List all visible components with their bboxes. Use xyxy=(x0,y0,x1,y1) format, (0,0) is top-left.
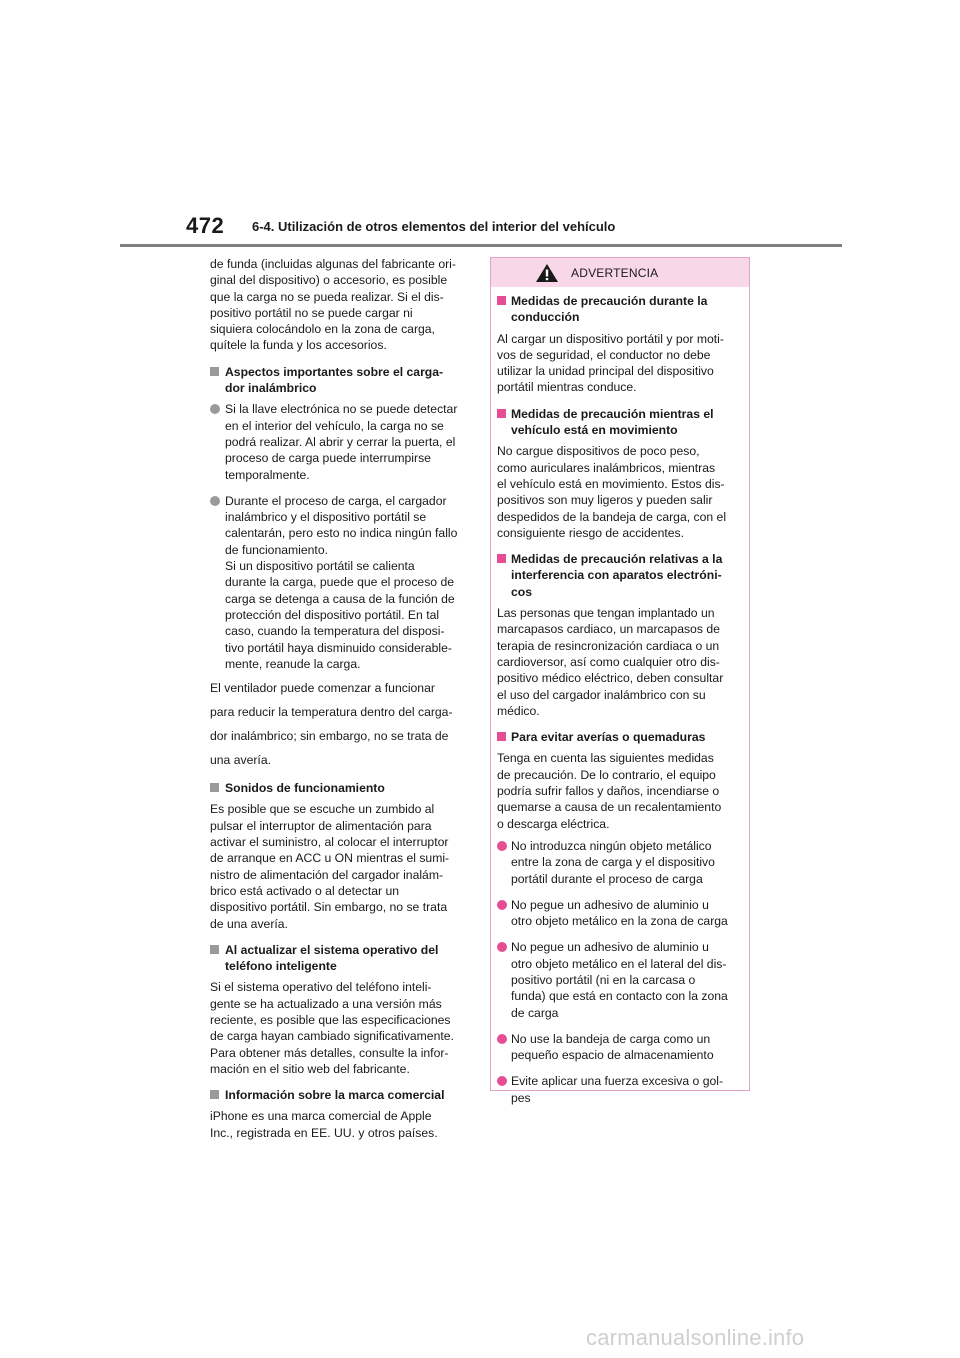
section-trademark xyxy=(210,1087,468,1103)
page-number: 472 xyxy=(186,213,225,238)
list-item-text: No pegue un adhesivo de aluminio u otro objeto metálico en el lateral del dis- positivo portátil (ni en la carcasa o funda) que está en contacto con la zona de carga xyxy=(511,940,728,1020)
section-paragraph: Es posible que se escuche un zumbido al pulsar el interruptor de alimentación para activar el suministro, al colocar el interruptor de arranque en ACC u ON mientras el sumi- nistro de alimentación del cargador inalám- brico está activado o al detectar un dispositivo portátil. Sin embargo, no se trata de una avería. xyxy=(210,802,450,931)
section-paragraph: Si el sistema operativo del teléfono inteli- gente se ha actualizado a una versión más reciente, es posible que las especificaciones de carga hayan cambiado significativamente. Para obtener más detalles, consulte la infor- mación en el sitio web del fabricante. xyxy=(210,980,454,1076)
left-column xyxy=(210,256,468,1151)
section-paragraph: No cargue dispositivos de poco peso, como auriculares inalámbricos, mientras el vehículo está en movimiento. Estos dis- positivos son muy ligeros y pueden salir despedidos de la bandeja de carga, con el consiguiente riesgo de accidentes. xyxy=(497,444,727,540)
list-item xyxy=(210,401,468,482)
section-paragraph: Tenga en cuenta las siguientes medidas de precaución. De lo contrario, el equipo podría sufrir fallos y daños, incendiarse o quemarse a causa de un recalentamiento o descarga eléctrica. xyxy=(497,751,722,831)
section-title: Medidas de precaución mientras el vehículo está en movimiento xyxy=(511,406,714,438)
warning-section-driving xyxy=(497,293,743,326)
section-title: Medidas de precaución durante la conducción xyxy=(511,294,708,325)
list-item xyxy=(210,493,468,672)
fan-line: para reducir la temperatura dentro del carga- xyxy=(210,705,453,720)
section-operating-sounds xyxy=(210,780,468,796)
square-bullet-icon xyxy=(497,296,506,305)
fan-paragraph xyxy=(210,678,468,770)
square-bullet-icon xyxy=(210,367,219,376)
square-bullet-icon xyxy=(210,945,219,954)
warning-section-interference xyxy=(497,551,743,600)
list-item xyxy=(497,939,743,1020)
warning-body xyxy=(491,287,749,1106)
list-item xyxy=(497,838,743,887)
section-paragraph: Las personas que tengan implantado un marcapasos cardiaco, un marcapasos de terapia de resincronización cardiaca o un cardioversor, así como cualquier otro dis- positivo médico eléctrico, deben consultar el uso del cargador inalámbrico con su médico. xyxy=(497,606,724,718)
section-wireless-charger-notes xyxy=(210,364,468,397)
list-item-text: Evite aplicar una fuerza excesiva o gol- pes xyxy=(511,1074,724,1105)
circle-bullet-icon xyxy=(210,496,220,506)
fan-line: dor inalámbrico; sin embargo, no se trata de xyxy=(210,729,449,744)
section-title: Al actualizar el sistema operativo del teléfono inteligente xyxy=(225,942,439,974)
list-item-text: No pegue un adhesivo de aluminio u otro objeto metálico en la zona de carga xyxy=(511,897,728,929)
section-title: Aspectos importantes sobre el carga- dor inalámbrico xyxy=(225,364,444,396)
circle-bullet-icon xyxy=(497,841,507,851)
list-item-text: Durante el proceso de carga, el cargador inalámbrico y el dispositivo portátil se calentarán, pero esto no indica ningún fallo de funcionamiento. Si un dispositivo portátil se calienta durante la carga, puede que el proceso de carga se detenga a causa de la función de protección del dispositivo portátil. En tal caso, cuando la temperatura del disposi- tivo portátil haya disminuido considerable- mente, reanude la carga. xyxy=(225,493,458,671)
square-bullet-icon xyxy=(497,732,506,741)
list-item-text: No introduzca ningún objeto metálico entre la zona de carga y el dispositivo portátil durante el proceso de carga xyxy=(511,838,715,886)
circle-bullet-icon xyxy=(497,1034,507,1044)
section-paragraph: Al cargar un dispositivo portátil y por moti- vos de seguridad, el conductor no debe utilizar la unidad principal del dispositivo portátil mientras conduce. xyxy=(497,331,724,395)
square-bullet-icon xyxy=(210,1090,219,1099)
section-paragraph: iPhone es una marca comercial de Apple Inc., registrada en EE. UU. y otros países. xyxy=(210,1109,438,1140)
list-item xyxy=(497,1073,743,1106)
warning-triangle-icon xyxy=(535,263,559,283)
section-title: Medidas de precaución relativas a la interferencia con aparatos electróni- cos xyxy=(511,552,723,599)
section-title: Sonidos de funcionamiento xyxy=(225,781,385,796)
list-item-text: No use la bandeja de carga como un pequeño espacio de almacenamiento xyxy=(511,1031,714,1063)
square-bullet-icon xyxy=(210,783,219,792)
circle-bullet-icon xyxy=(210,404,220,414)
warning-section-damage xyxy=(497,729,743,745)
warning-title: ADVERTENCIA xyxy=(571,266,659,280)
warning-header xyxy=(491,258,749,287)
warning-section-moving xyxy=(497,406,743,439)
list-item xyxy=(497,897,743,930)
square-bullet-icon xyxy=(497,554,506,563)
section-os-update xyxy=(210,942,468,975)
header-rule xyxy=(120,244,842,247)
circle-bullet-icon xyxy=(497,942,507,952)
chapter-title: 6-4. Utilización de otros elementos del interior del vehículo xyxy=(252,219,616,234)
circle-bullet-icon xyxy=(497,900,507,910)
circle-bullet-icon xyxy=(497,1076,507,1086)
fan-line: una avería. xyxy=(210,753,271,768)
fan-line: El ventilador puede comenzar a funcionar xyxy=(210,681,435,696)
warning-box xyxy=(490,257,750,1105)
watermark-link[interactable]: carmanualsonline.info xyxy=(586,1325,805,1350)
section-title: Para evitar averías o quemaduras xyxy=(511,730,706,745)
square-bullet-icon xyxy=(497,409,506,418)
list-item-text: Si la llave electrónica no se puede detectar en el interior del vehículo, la carga no se podrá realizar. Al abrir y cerrar la puerta, el proceso de carga puede interrumpirse temporalmente. xyxy=(225,402,458,482)
section-title: Información sobre la marca comercial xyxy=(225,1088,445,1103)
intro-paragraph: de funda (incluidas algunas del fabricante ori- ginal del dispositivo) o accesorio, es posible que la carga no se pueda realizar. Si el dis- positivo portátil no se puede cargar ni siquiera colocándolo en la zona de carga, quítele la funda y los accesorios. xyxy=(210,257,456,353)
list-item xyxy=(497,1031,743,1064)
